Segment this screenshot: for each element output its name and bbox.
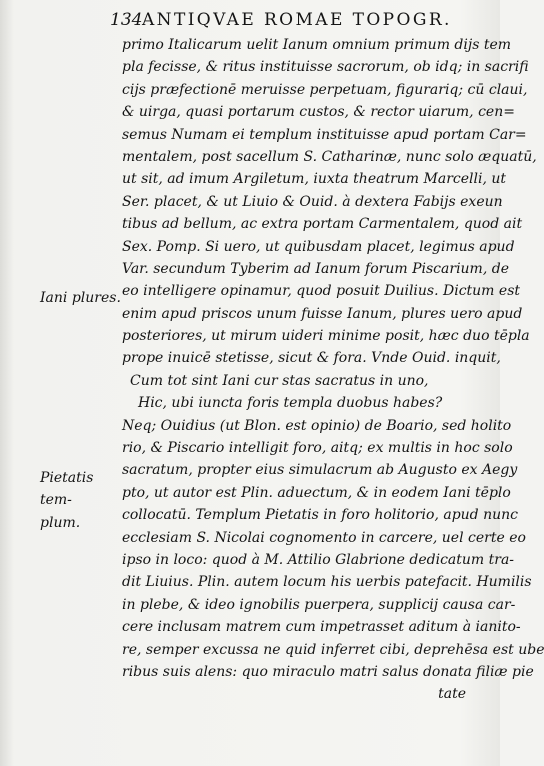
page-number: 134	[110, 10, 143, 30]
text-line: rio, & Piscario intelligit foro, aitq; ex multis in hoc solo	[122, 440, 513, 457]
text-line: Var. secundum Tyberim ad Ianum forum Piscarium, de	[122, 260, 509, 277]
text-line: tibus ad bellum, ac extra portam Carmentalem, quod ait	[122, 216, 523, 233]
text-line: Neq; Ouidius (ut Blon. est opinio) de Boario, sed holito	[122, 417, 512, 434]
text-line: cijs præfectionē meruisse perpetuam, figurariq; cū claui,	[122, 81, 528, 98]
text-line: semus Numam ei templum instituisse apud portam Car=	[122, 126, 527, 143]
text-line: pla fecisse, & ritus instituisse sacrorum, ob idq; in sacrifi	[122, 59, 529, 76]
text-line: enim apud priscos unum fuisse Ianum, plures uero apud	[122, 305, 523, 322]
text-line: eo intelligere opinamur, quod posuit Duilius. Dictum est	[122, 283, 521, 300]
text-line: & uirga, quasi portarum custos, & rector uiarum, cen=	[122, 104, 515, 121]
text-line: pto, ut autor est Plin. aduectum, & in eodem Iani tēplo	[122, 484, 511, 501]
running-title: ANTIQVAE ROMAE TOPOGR.	[142, 10, 452, 30]
margin-note-iani-plures	[40, 287, 122, 309]
page-header	[110, 8, 472, 34]
text-line: ipso in loco: quod à M. Attilio Glabrione dedicatum tra-	[122, 551, 515, 568]
body-text	[122, 34, 544, 706]
catchword: tate	[438, 686, 466, 703]
text-line: posteriores, ut mirum uideri minime posit, hæc duo tēpla	[122, 328, 530, 345]
text-line: Ser. placet, & ut Liuio & Ouid. à dextera Fabijs exeun	[122, 193, 503, 210]
margin-note-pietatis-templum	[40, 467, 122, 534]
text-line: prope inuicē stetisse, sicut & fora. Vnde Ouid. inquit,	[122, 350, 501, 367]
text-line: ribus suis alens: quo miraculo matri salus donata filiæ pie	[122, 663, 534, 680]
text-line: ecclesiam S. Nicolai cognomento in carcere, uel certe eo	[122, 529, 526, 546]
text-line: in plebe, & ideo ignobilis puerpera, supplicij causa car-	[122, 596, 516, 613]
text-line: Sex. Pomp. Si uero, ut quibusdam placet, legimus apud	[122, 238, 515, 255]
text-line: cere inclusam matrem cum impetrasset aditum à ianito-	[122, 619, 521, 636]
verse-line: Hic, ubi iuncta foris templa duobus habes?	[138, 395, 443, 412]
text-line: dit Liuius. Plin. autem locum his uerbis patefacit. Humilis	[122, 574, 532, 591]
margin-note-text: Iani plures.	[40, 290, 121, 306]
margin-note-line: Pietatis tem-	[40, 470, 94, 509]
text-line: collocatū. Templum Pietatis in foro holitorio, apud nunc	[122, 507, 518, 524]
text-line: sacratum, propter eius simulacrum ab Augusto ex Aegy	[122, 462, 518, 479]
margin-note-line: plum.	[40, 514, 81, 531]
text-line: primo Italicarum uelit Ianum omnium primum dijs tem	[122, 37, 512, 53]
text-line: mentalem, post sacellum S. Catharinæ, nunc solo æquatū,	[122, 148, 537, 165]
text-line: ut sit, ad imum Argiletum, iuxta theatrum Marcelli, ut	[122, 171, 506, 188]
verse-line: Cum tot sint Iani cur stas sacratus in uno,	[130, 372, 429, 389]
text-line: re, semper excussa ne quid inferret cibi, deprehēsa est ube	[122, 641, 544, 658]
